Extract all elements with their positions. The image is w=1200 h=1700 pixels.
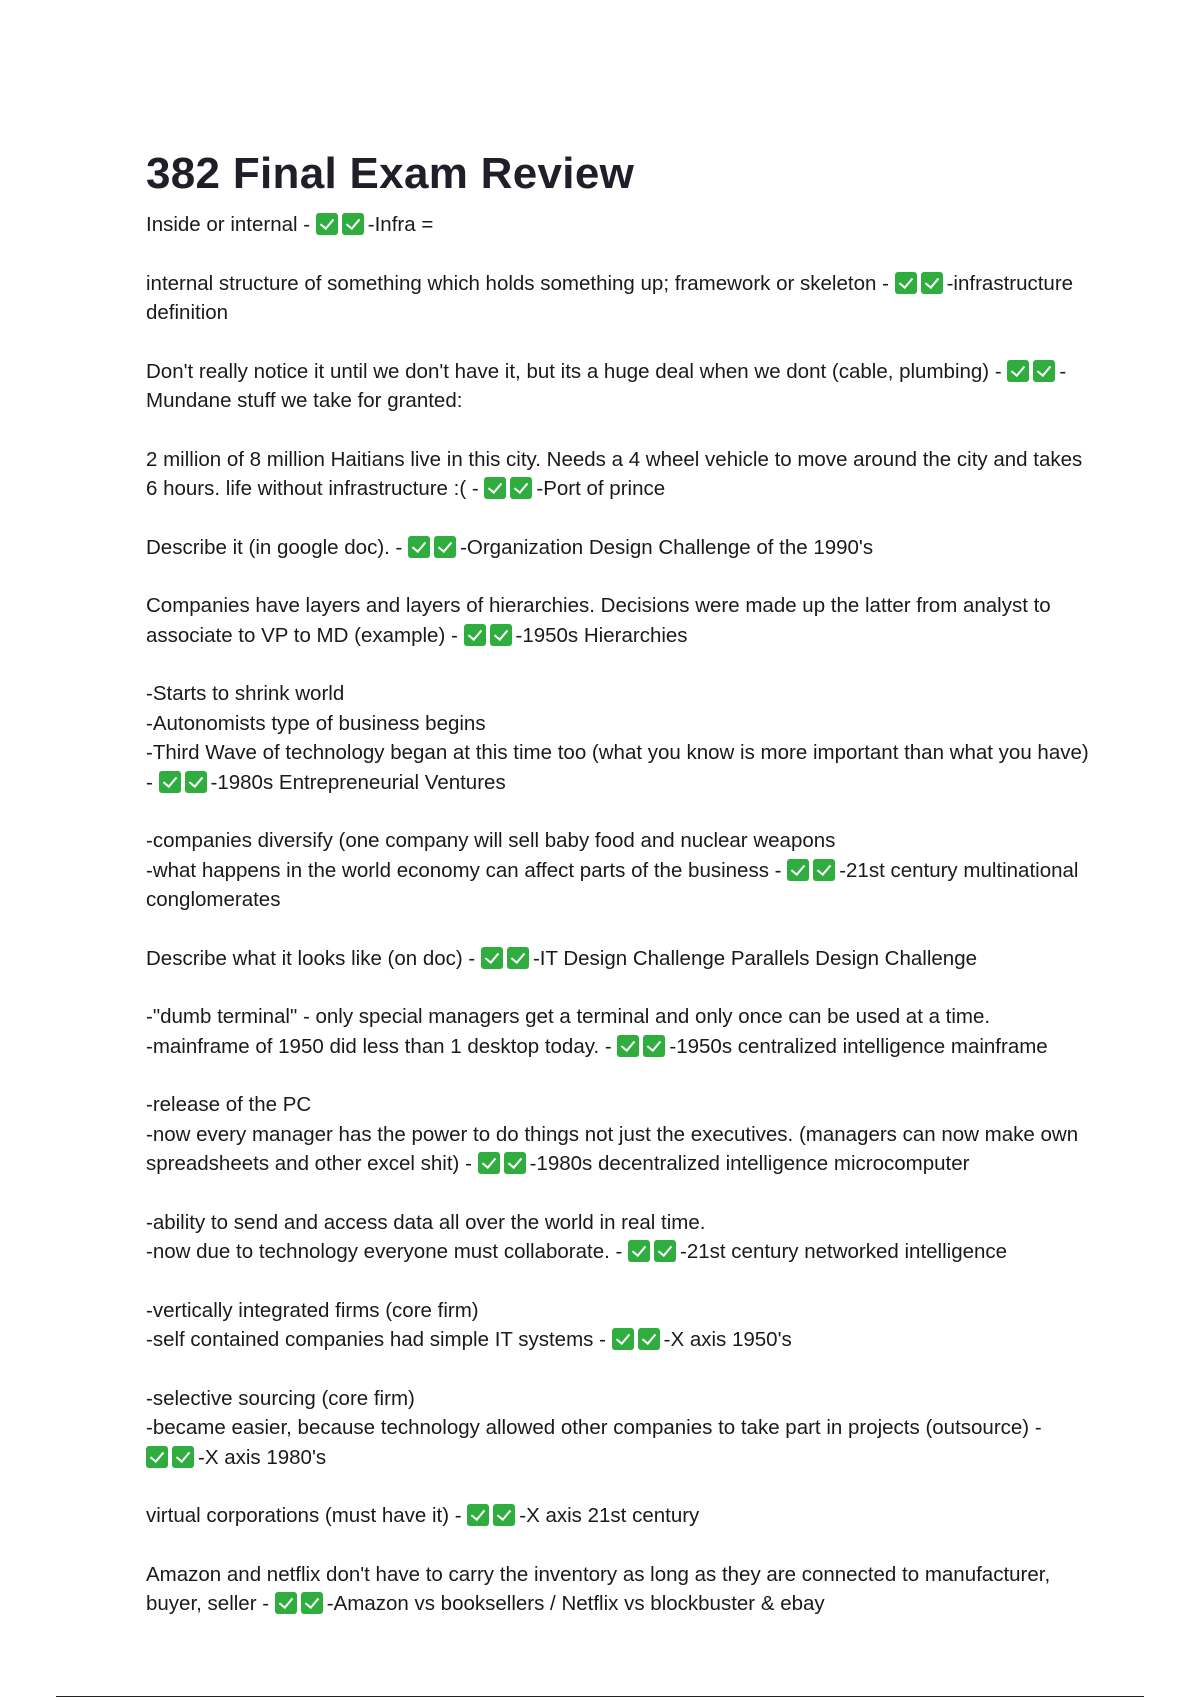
check-marks — [787, 859, 839, 882]
flashcard-item — [146, 210, 1091, 240]
flashcard-term: -now due to technology everyone must collaborate. - — [146, 1240, 629, 1263]
flashcard-item — [146, 1560, 1091, 1619]
check-mark-icon — [493, 1504, 515, 1526]
check-mark-icon — [146, 1446, 168, 1468]
flashcard-item — [146, 533, 1091, 563]
check-mark-icon — [408, 536, 430, 558]
flashcard-term: Inside or internal - — [146, 213, 316, 236]
flashcard-item — [146, 1002, 1091, 1061]
flashcard-item — [146, 1090, 1091, 1179]
page-bottom-divider — [56, 1696, 1144, 1697]
check-marks — [464, 624, 516, 647]
flashcard-term: -release of the PC — [146, 1093, 312, 1116]
check-mark-icon — [490, 624, 512, 646]
check-mark-icon — [654, 1240, 676, 1262]
check-mark-icon — [275, 1592, 297, 1614]
flashcard-definition: -Mundane stuff we take for granted: — [146, 359, 1067, 412]
flashcard-term: -mainframe of 1950 did less than 1 desktop today. - — [146, 1034, 618, 1058]
check-marks — [275, 1592, 327, 1615]
check-marks — [617, 1035, 669, 1058]
flashcard-definition: -1980s decentralized intelligence microcomputer — [529, 1152, 970, 1175]
flashcard-definition: -infrastructure definition — [146, 271, 1074, 324]
flashcard-item — [146, 269, 1091, 328]
flashcard-term: Amazon and netflix don't have to carry the inventory as long as they are connected to manufacturer, buyer, seller - — [146, 1562, 1051, 1615]
check-marks — [316, 213, 368, 236]
check-mark-icon — [478, 1152, 500, 1174]
check-mark-icon — [787, 859, 809, 881]
check-marks — [408, 536, 460, 559]
check-mark-icon — [628, 1240, 650, 1262]
flashcard-term: virtual corporations (must have it) - — [146, 1504, 468, 1527]
check-mark-icon — [159, 771, 181, 793]
check-mark-icon — [1007, 360, 1029, 382]
flashcard-item — [146, 357, 1091, 416]
check-mark-icon — [507, 947, 529, 969]
check-mark-icon — [510, 477, 532, 499]
check-marks — [478, 1152, 530, 1175]
flashcard-term: -self contained companies had simple IT systems - — [146, 1328, 612, 1351]
check-mark-icon — [172, 1446, 194, 1468]
flashcard-item — [146, 679, 1091, 797]
flashcard-item — [146, 944, 1091, 974]
flashcard-definition: -IT Design Challenge Parallels Design Challenge — [532, 946, 978, 970]
flashcard-item — [146, 1501, 1091, 1531]
check-marks — [612, 1328, 664, 1351]
check-mark-icon — [301, 1592, 323, 1614]
check-mark-icon — [185, 771, 207, 793]
flashcard-item — [146, 445, 1091, 504]
page-title: 382 Final Exam Review — [146, 149, 635, 198]
check-marks — [628, 1240, 680, 1263]
flashcard-definition: -21st century multinational conglomerates — [146, 858, 1079, 911]
check-marks — [159, 771, 211, 794]
check-mark-icon — [638, 1328, 660, 1350]
flashcard-item — [146, 1384, 1091, 1473]
check-marks — [467, 1504, 519, 1527]
flashcard-item — [146, 826, 1091, 915]
flashcard-term: -vertically integrated firms (core firm) — [146, 1298, 479, 1322]
flashcard-term: -became easier, because technology allowed other companies to take part in projects (outsource) - — [146, 1416, 1042, 1439]
flashcard-definition: -Amazon vs booksellers / Netflix vs blockbuster & ebay — [326, 1592, 825, 1615]
check-marks — [146, 1446, 198, 1469]
check-mark-icon — [612, 1328, 634, 1350]
flashcard-definition: -X axis 1950's — [663, 1328, 792, 1351]
flashcard-definition: -Organization Design Challenge of the 1990's — [460, 535, 874, 559]
flashcard-definition: -1950s centralized intelligence mainframe — [669, 1034, 1048, 1058]
check-mark-icon — [921, 272, 943, 294]
flashcard-term: Describe what it looks like (on doc) - — [146, 946, 481, 970]
check-mark-icon — [467, 1504, 489, 1526]
check-mark-icon — [342, 213, 364, 235]
check-mark-icon — [617, 1035, 639, 1057]
flashcard-definition: -Infra = — [367, 213, 434, 236]
document-content — [146, 148, 1091, 1648]
check-mark-icon — [643, 1035, 665, 1057]
flashcard-item — [146, 1296, 1091, 1355]
flashcard-term: -companies diversify (one company will sell baby food and nuclear weapons — [146, 829, 836, 852]
check-mark-icon — [316, 213, 338, 235]
flashcard-term: -now every manager has the power to do things not just the executives. (managers can now make own spreadsheets and other excel shit) - — [146, 1122, 1079, 1175]
flashcard-term: -Third Wave of technology began at this time too (what you know is more important than what you have) - — [146, 741, 1089, 794]
flashcard-item — [146, 1208, 1091, 1267]
check-mark-icon — [504, 1152, 526, 1174]
flashcard-definition: -Port of prince — [536, 477, 666, 500]
check-marks — [481, 947, 533, 970]
flashcard-list — [146, 210, 1091, 1619]
flashcard-definition: -X axis 1980's — [198, 1445, 327, 1469]
flashcard-definition: -X axis 21st century — [519, 1504, 700, 1527]
flashcard-term: -ability to send and access data all over the world in real time. — [146, 1210, 706, 1234]
check-mark-icon — [484, 477, 506, 499]
flashcard-term: Describe it (in google doc). - — [146, 535, 409, 559]
flashcard-term: 2 million of 8 million Haitians live in this city. Needs a 4 wheel vehicle to move around the city and takes 6 hours. life without infrastructure :( - — [146, 447, 1083, 500]
check-mark-icon — [1033, 360, 1055, 382]
flashcard-term: -"dumb terminal" - only special managers get a terminal and only once can be used at a time. — [146, 1005, 991, 1028]
check-marks — [484, 477, 536, 500]
check-marks — [1007, 360, 1059, 383]
check-mark-icon — [464, 624, 486, 646]
check-mark-icon — [813, 859, 835, 881]
flashcard-term: Companies have layers and layers of hierarchies. Decisions were made up the latter from analyst to associate to VP to MD (example) - — [146, 594, 1051, 647]
flashcard-term: -Starts to shrink world — [146, 682, 345, 705]
check-mark-icon — [434, 536, 456, 558]
flashcard-term: -selective sourcing (core firm) — [146, 1386, 415, 1410]
flashcard-term: -Autonomists type of business begins — [146, 711, 486, 735]
flashcard-term: Don't really notice it until we don't have it, but its a huge deal when we dont (cable, plumbing) - — [146, 359, 1008, 383]
flashcard-definition: -1980s Entrepreneurial Ventures — [210, 770, 506, 794]
flashcard-definition: -21st century networked intelligence — [680, 1240, 1008, 1263]
check-marks — [895, 272, 947, 295]
check-mark-icon — [895, 272, 917, 294]
flashcard-term: internal structure of something which holds something up; framework or skeleton - — [146, 271, 895, 295]
flashcard-definition: -1950s Hierarchies — [515, 623, 688, 647]
check-mark-icon — [481, 947, 503, 969]
flashcard-item — [146, 591, 1091, 650]
flashcard-term: -what happens in the world economy can affect parts of the business - — [146, 858, 788, 882]
